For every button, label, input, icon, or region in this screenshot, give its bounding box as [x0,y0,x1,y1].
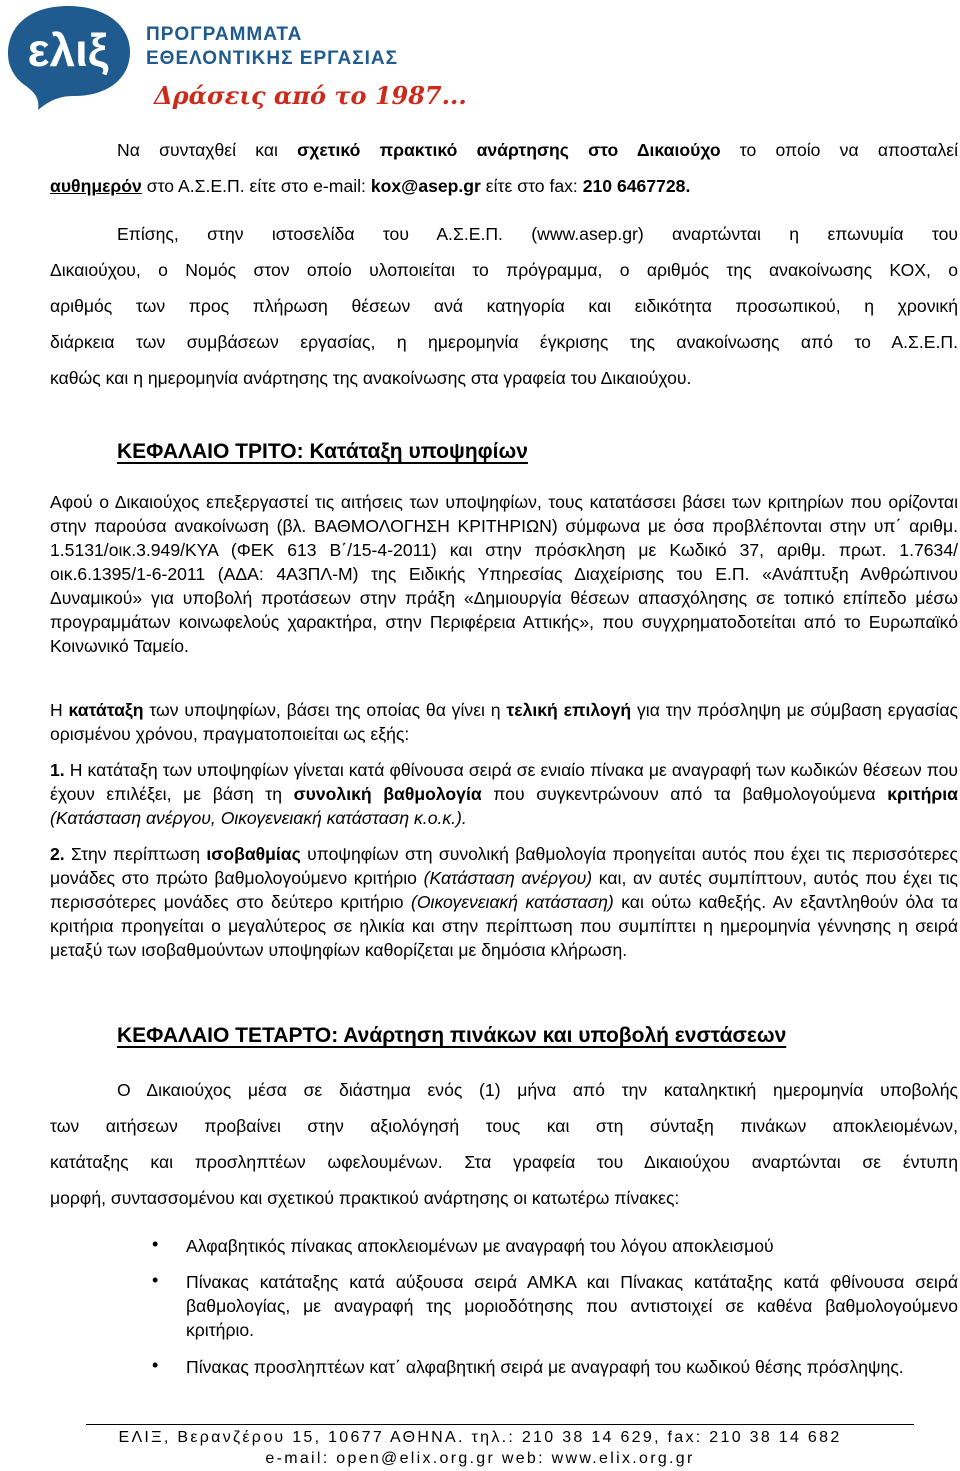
list-item: Πίνακας κατάταξης κατά αύξουσα σειρά ΑΜΚΑ και Πίνακας κατάταξης κατά φθίνουσα σειρά βαθμολογίας, με αναγραφή της μοριοδότησης που αντιστοιχεί σε καθένα βαθμολογούμενο κριτήριο. [186,1272,958,1340]
intro-p2-line1: Επίσης, στην ιστοσελίδα του Α.Σ.Ε.Π. (www.asep.gr) αναρτώνται η επωνυμία του [117,224,958,244]
chapter3-para2: Η κατάταξη των υποψηφίων, βάσει της οποίας θα γίνει η τελική επιλογή για την πρόσληψη με σύμβαση εργασίας ορισμένου χρόνου, πραγματοποιείται ως εξής: [50,700,958,744]
intro-p2-line3: αριθμός των προς πλήρωση θέσεων ανά κατηγορία και ειδικότητα προσωπικού, η χρονική [50,296,958,316]
intro-line1: Να συνταχθεί και σχετικό πρακτικό ανάρτησης στο Δικαιούχο το οποίο να αποσταλεί [117,140,958,160]
list-item: Αλφαβητικός πίνακας αποκλειομένων με αναγραφή του λόγου αποκλεισμού [186,1236,774,1256]
chapter4-heading: ΚΕΦΑΛΑΙΟ ΤΕΤΑΡΤΟ: Ανάρτηση πινάκων και υποβολή ενστάσεων [117,1024,787,1047]
slogan: Δράσεις από το 1987... [154,81,467,110]
logo-graphic [4,4,467,114]
footer-divider [86,1424,914,1425]
chapter4-line2: των αιτήσεων προβαίνει στην αξιολόγησή τους και στη σύνταξη πινάκων αποκλειομένων, [50,1116,958,1136]
footer-contact: e-mail: open@elix.org.gr web: www.elix.org.gr [265,1450,695,1467]
footer-address: ΕΛΙΞ, Βερανζέρου 15, 10677 ΑΘΗΝΑ. τηλ.: 210 38 14 629, fax: 210 38 14 682 [118,1429,842,1446]
logo-word: ελιξ [27,24,109,76]
bullet-marker: • [152,1234,159,1254]
chapter4-line3: κατάταξης και προσληπτέων ωφελουμένων. Στα γραφεία του Δικαιούχου αναρτώνται σε έντυπη [50,1152,958,1172]
chapter4-line1: Ο Δικαιούχος μέσα σε διάστημα ενός (1) μήνα από την καταληκτική ημερομηνία υποβολής [117,1080,958,1100]
intro-p2-line5: καθώς και η ημερομηνία ανάρτησης της ανακοίνωσης στα γραφεία του Δικαιούχου. [50,368,692,388]
chapter3-heading: ΚΕΦΑΛΑΙΟ ΤΡΙΤΟ: Κατάταξη υποψηφίων [117,440,528,463]
org-name-line1: ΠΡΟΓΡΑΜΜΑΤΑ [146,24,303,45]
bullet-marker: • [152,1355,159,1375]
chapter3-para1: Αφού ο Δικαιούχος επεξεργαστεί τις αιτήσεις των υποψηφίων, τους κατατάσσει βάσει των κριτηρίων που ορίζονται στην παρούσα ανακοίνωση (βλ. ΒΑΘΜΟΛΟΓΗΣΗ ΚΡΙΤΗΡΙΩΝ) σύμφωνα με όσα προβλέπονται στην υπ΄ αριθμ. 1.5131/οικ.3.949/ΚΥΑ (ΦΕΚ 613 Β΄/15-4-2011) και στην πρόσκληση με Κωδικό 37, αριθμ. πρωτ. 1.7634/οικ.6.1395/1-6-2011 (ΑΔΑ: 4Α3ΠΛ-Μ) της Ειδικής Υπηρεσίας Διαχείρισης του Ε.Π. «Ανάπτυξη Ανθρώπινου Δυναμικού» για υποβολή προτάσεων στην πράξη «Δημιουργία θέσεων απασχόλησης σε τοπικό επίπεδο μέσω προγραμμάτων κοινωφελούς χαρακτήρα, στην Περιφέρεια Αττικής», που συγχρηματοδοτείται από το Ευρωπαϊκό Κοινωνικό Ταμείο. [50,492,958,656]
chapter4-line4: μορφή, συντασσομένου και σχετικού πρακτικού ανάρτησης οι κατωτέρω πίνακες: [50,1188,680,1208]
ranking-item-1: 1. Η κατάταξη των υποψηφίων γίνεται κατά φθίνουσα σειρά σε ενιαίο πίνακα με αναγραφή των κωδικών θέσεων που έχουν επιλέξει, με βάση τη συνολική βαθμολογία που συγκεντρώνουν από τα βαθμολογούμενα κριτήρια (Κατάσταση ανέργου, Οικογενειακή κατάσταση κ.ο.κ.). [50,760,958,828]
org-name-line2: ΕΘΕΛΟΝΤΙΚΗΣ ΕΡΓΑΣΙΑΣ [146,48,399,69]
bullet-marker: • [152,1270,159,1290]
intro-line2: αυθημερόν στο Α.Σ.Ε.Π. είτε στο e-mail: kox@asep.gr είτε στο fax: 210 6467728. [50,176,691,196]
intro-p2-line2: Δικαιούχου, ο Νομός στον οποίο υλοποιείται το πρόγραμμα, ο αριθμός της ανακοίνωσης ΚΟΧ, ο [50,260,958,280]
intro-p2-line4: διάρκεια των συμβάσεων εργασίας, η ημερομηνία έγκρισης της ανακοίνωσης από το Α.Σ.Ε.Π. [50,332,958,352]
list-item: Πίνακας προσληπτέων κατ΄ αλφαβητική σειρά με αναγραφή του κωδικού θέσης πρόσληψης. [186,1357,904,1377]
elix-logo [4,4,467,114]
ranking-item-2: 2. Στην περίπτωση ισοβαθμίας υποψηφίων στη συνολική βαθμολογία προηγείται αυτός που έχει τις περισσότερες μονάδες στο πρώτο βαθμολογούμενο κριτήριο (Κατάσταση ανέργου) και, αν αυτές συμπίπτουν, αυτός που έχει τις περισσότερες μονάδες στο δεύτερο κριτήριο (Οικογενειακή κατάσταση) και ούτω καθεξής. Αν εξαντληθούν όλα τα κριτήρια προηγείται ο μεγαλύτερος σε ηλικία και στην περίπτωση που συμπίπτει η ημερομηνία γέννησης η σειρά μεταξύ των ισοβαθμούντων υποψηφίων καθορίζεται με δημόσια κλήρωση. [50,844,958,960]
